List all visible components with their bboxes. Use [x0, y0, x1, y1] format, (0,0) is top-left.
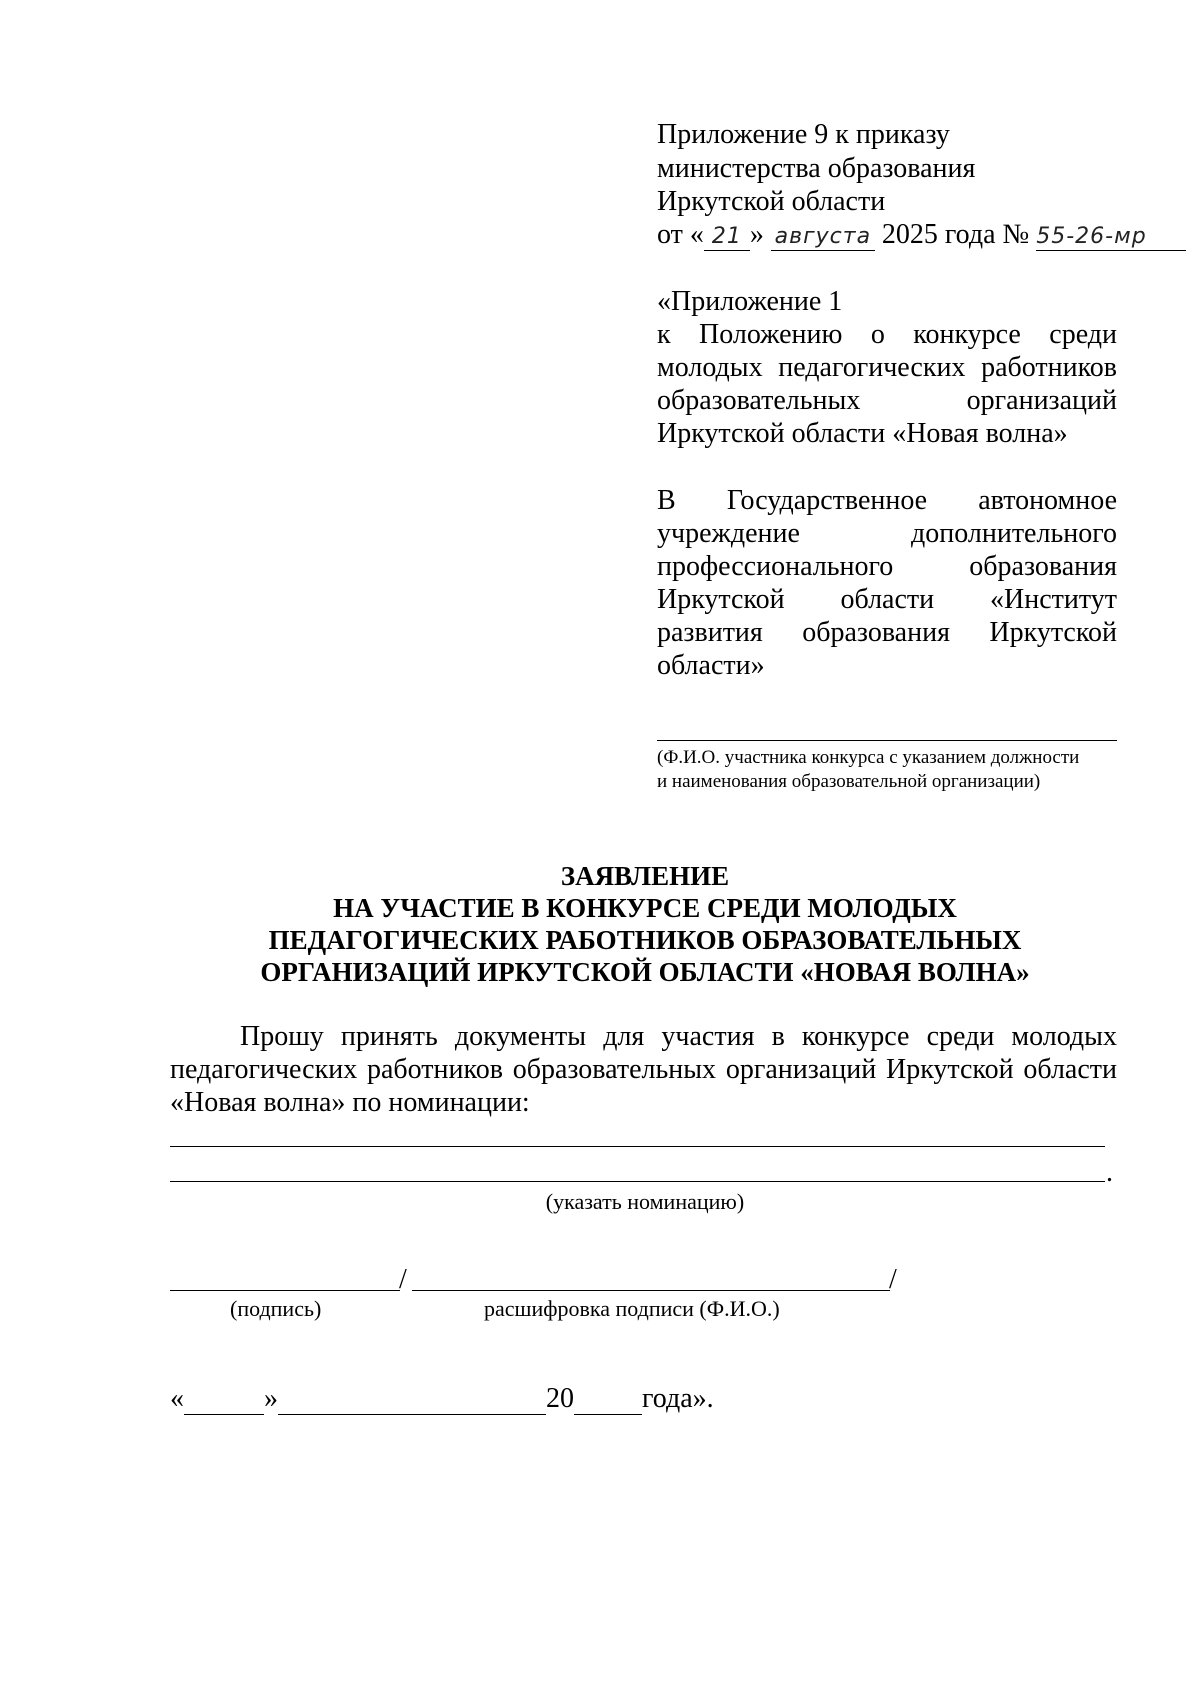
date-mid: » — [749, 219, 764, 250]
appendix9-line2: министерства образования — [657, 153, 976, 184]
body-line3: «Новая волна» по номинации: — [170, 1087, 530, 1118]
date-year: 2025 года № — [881, 219, 1030, 250]
fio-caption-line1: (Ф.И.О. участника конкурса с указанием должности — [657, 747, 1080, 768]
fio-underline — [657, 740, 1117, 741]
appendix1-line5: Иркутской области «Новая волна» — [657, 418, 1068, 449]
date-prefix: от « — [657, 219, 704, 250]
appendix1-line2: к Положению о конкурсе среди — [657, 319, 1117, 350]
date-suffix: года». — [642, 1383, 714, 1414]
date-year-blank — [574, 1388, 642, 1415]
fio-caption-line2: и наименования образовательной организации) — [657, 771, 1041, 792]
date-open-quote: « — [170, 1383, 184, 1414]
appendix9-line3: Иркутской области — [657, 186, 886, 217]
nomination-caption: (указать номинацию) — [545, 1189, 745, 1214]
date-month-handwritten: августа — [771, 224, 875, 251]
appendix1-line4: образовательных организаций — [657, 385, 1117, 416]
date-day-blank — [184, 1388, 264, 1415]
date-line — [170, 1382, 714, 1415]
signature-caption: (подпись) — [230, 1296, 322, 1321]
appendix9-date-line — [657, 218, 1186, 251]
signature-slash-2: / — [889, 1264, 897, 1295]
title-line4: ОРГАНИЗАЦИЙ ИРКУТСКОЙ ОБЛАСТИ «НОВАЯ ВОЛНА» — [260, 957, 1030, 987]
addressee-line6: области» — [657, 650, 765, 681]
signature-line — [170, 1290, 400, 1291]
title-line3: ПЕДАГОГИЧЕСКИХ РАБОТНИКОВ ОБРАЗОВАТЕЛЬНЫХ — [268, 925, 1022, 955]
addressee-line1: В Государственное автономное — [657, 485, 1117, 516]
appendix1-line3: молодых педагогических работников — [657, 352, 1117, 383]
appendix9-line1: Приложение 9 к приказу — [657, 119, 950, 150]
date-month-blank — [278, 1388, 546, 1415]
addressee-line4: Иркутской области «Институт — [657, 584, 1117, 615]
body-line1: Прошу принять документы для участия в конкурсе среди молодых — [240, 1021, 1117, 1052]
order-number-handwritten: 55-26-мр — [1036, 224, 1186, 251]
nomination-line-2 — [170, 1181, 1105, 1182]
title-line1: ЗАЯВЛЕНИЕ — [560, 861, 730, 891]
name-decoding-line — [412, 1290, 890, 1291]
signature-slash-1: / — [399, 1264, 407, 1295]
nomination-line-1 — [170, 1146, 1105, 1147]
addressee-line5: развития образования Иркутской — [657, 617, 1117, 648]
title-line2: НА УЧАСТИЕ В КОНКУРСЕ СРЕДИ МОЛОДЫХ — [333, 893, 957, 923]
name-decoding-caption: расшифровка подписи (Ф.И.О.) — [484, 1296, 780, 1321]
nomination-period: . — [1106, 1157, 1113, 1188]
addressee-line2: учреждение дополнительного — [657, 518, 1117, 549]
body-line2: педагогических работников образовательных организаций Иркутской области — [170, 1054, 1117, 1085]
date-close-quote: » — [264, 1383, 278, 1414]
date-day-handwritten: 21 — [704, 224, 750, 251]
appendix1-line1: «Приложение 1 — [657, 286, 843, 317]
date-century: 20 — [546, 1383, 574, 1414]
addressee-line3: профессионального образования — [657, 551, 1117, 582]
